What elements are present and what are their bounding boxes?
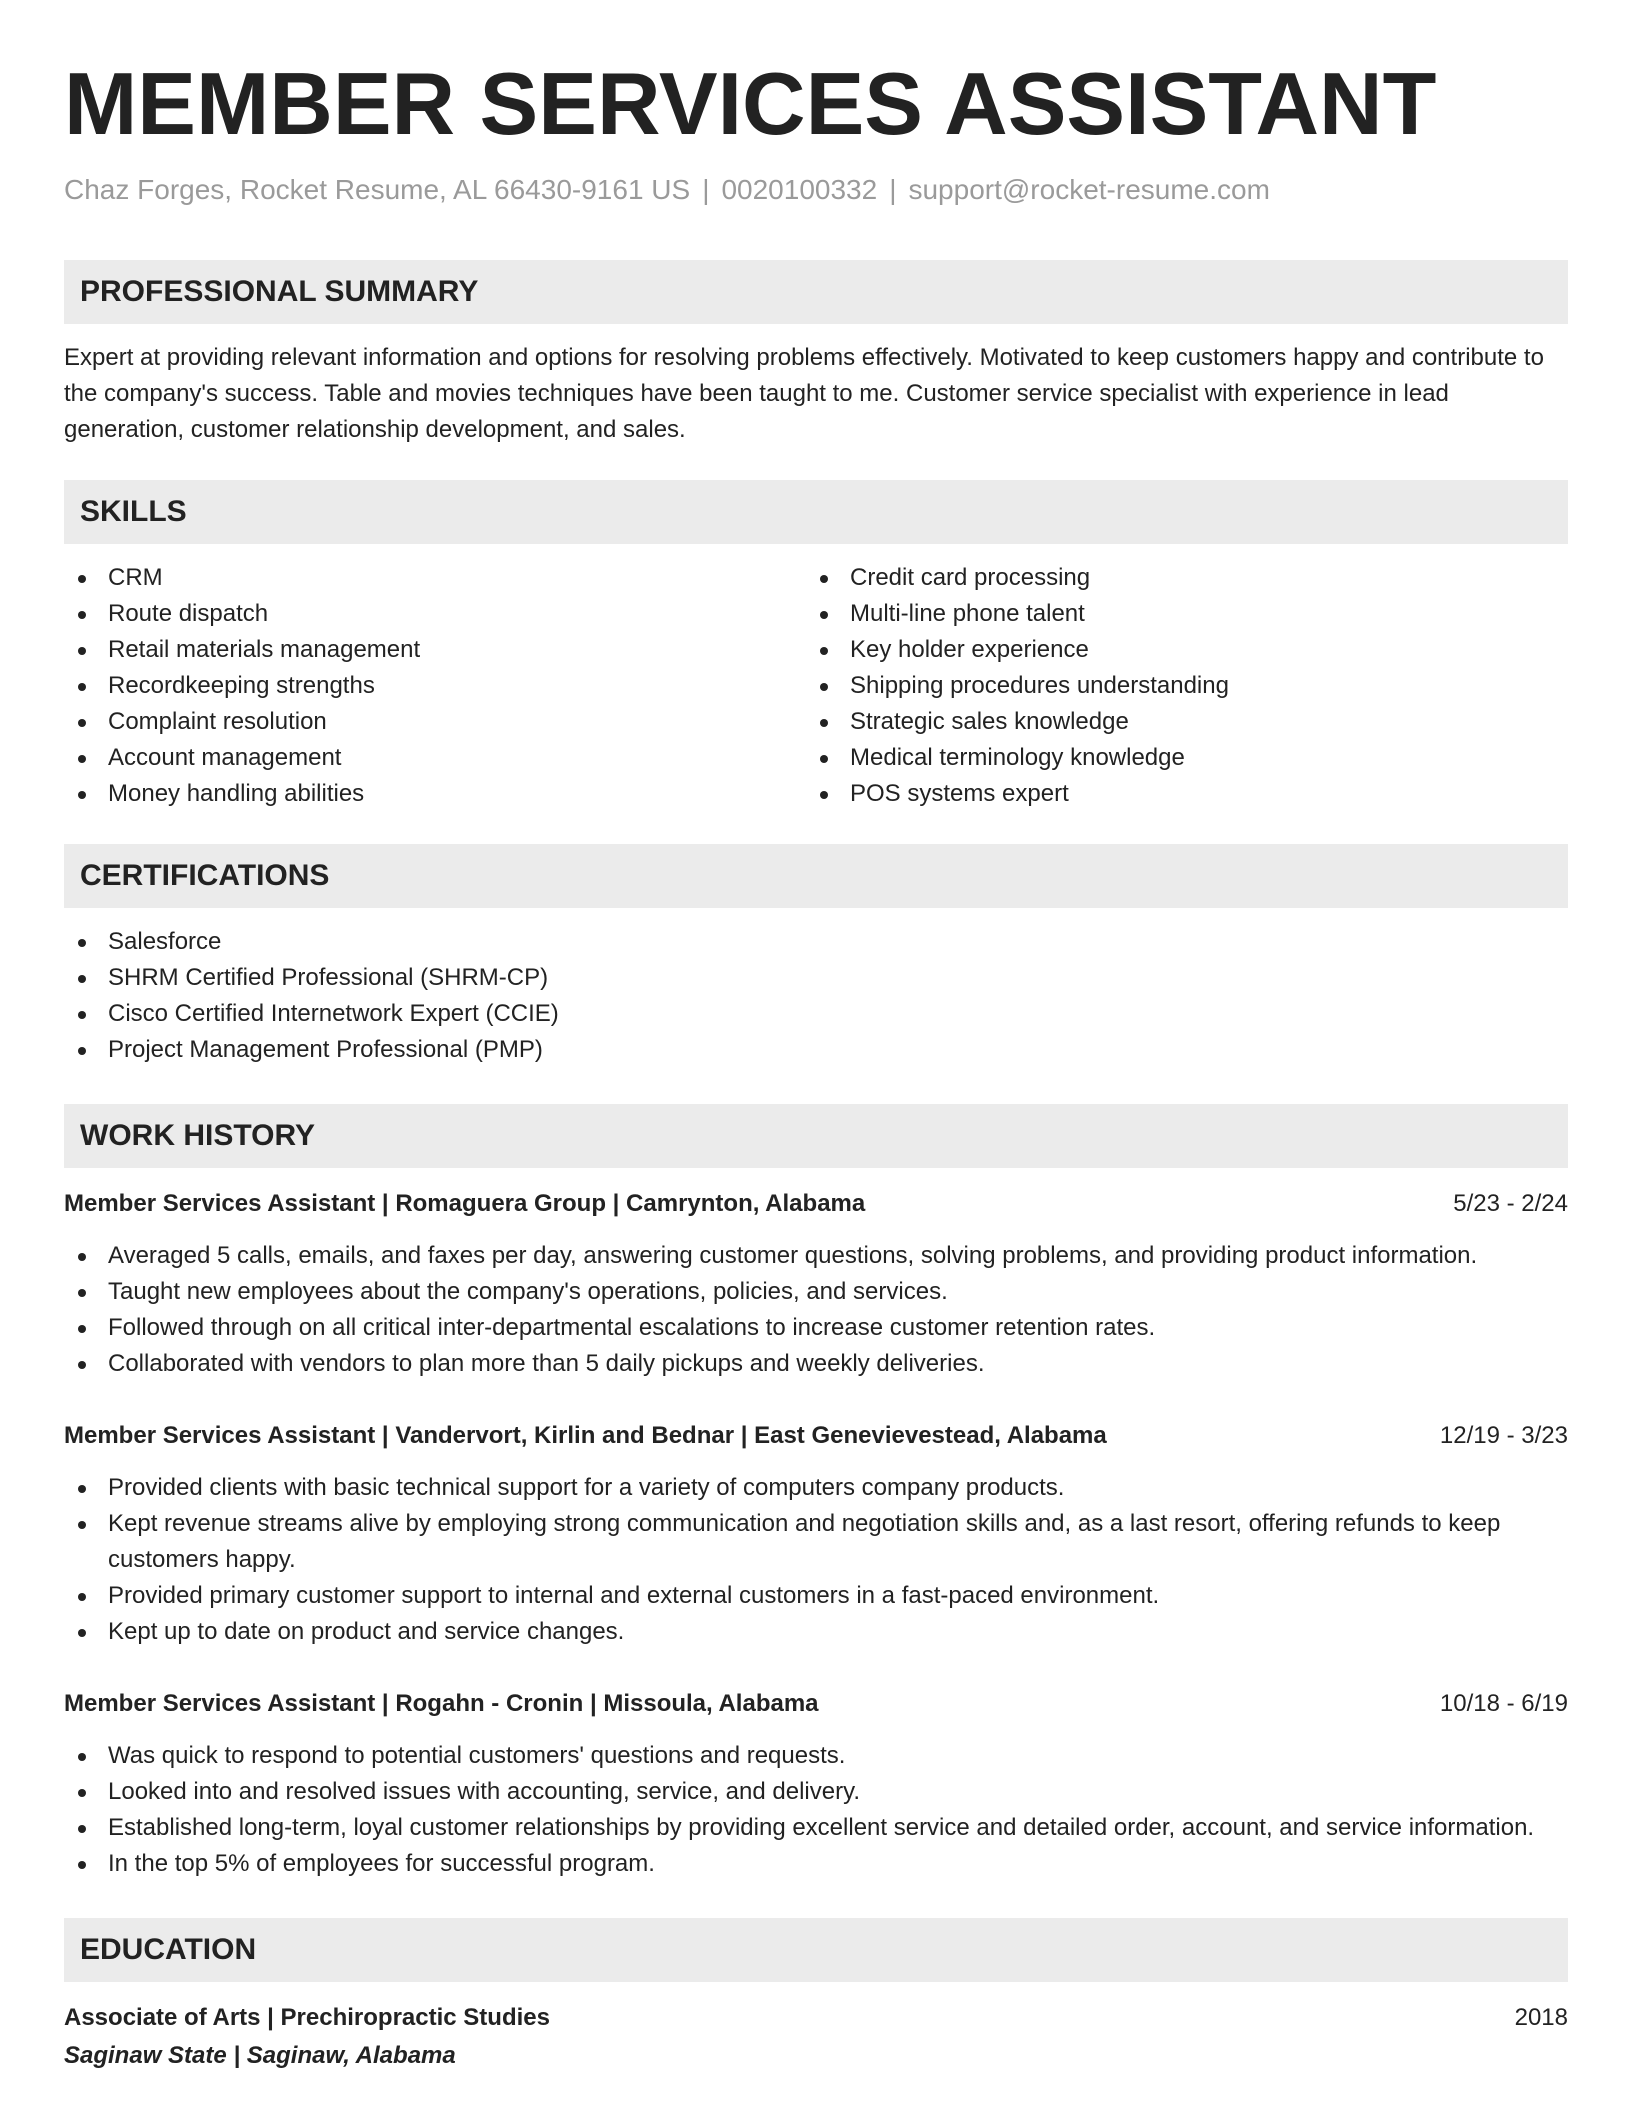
certification-item: SHRM Certified Professional (SHRM-CP) — [64, 960, 1568, 996]
job-bullet: Established long-term, loyal customer relationships by providing excellent service and detailed order, account, and service information. — [64, 1810, 1568, 1846]
job-dates: 5/23 - 2/24 — [1453, 1190, 1568, 1217]
job-bullets — [64, 1470, 1568, 1650]
certifications-heading: CERTIFICATIONS — [64, 844, 1568, 908]
skills-grid — [64, 560, 1568, 812]
skill-item: Credit card processing — [806, 560, 1568, 596]
skills-list-left — [64, 560, 806, 812]
skill-item: Shipping procedures understanding — [806, 668, 1568, 704]
job-bullet: Was quick to respond to potential customers' questions and requests. — [64, 1738, 1568, 1774]
job-bullet: Averaged 5 calls, emails, and faxes per day, answering customer questions, solving problems, and providing product information. — [64, 1238, 1568, 1274]
job-bullet: Provided clients with basic technical support for a variety of computers company products. — [64, 1470, 1568, 1506]
job-bullet: In the top 5% of employees for successful program. — [64, 1846, 1568, 1882]
job-dates: 10/18 - 6/19 — [1439, 1690, 1568, 1717]
skill-item: POS systems expert — [806, 776, 1568, 812]
skill-item: Strategic sales knowledge — [806, 704, 1568, 740]
contact-line — [64, 172, 1568, 208]
skill-item: Recordkeeping strengths — [64, 668, 806, 704]
skill-item: Complaint resolution — [64, 704, 806, 740]
contact-phone: 0020100332 — [721, 174, 878, 205]
contact-separator: | — [889, 174, 897, 205]
job-title: Member Services Assistant | Vandervort, Kirlin and Bednar | East Genevievestead, Alabama — [64, 1422, 1107, 1449]
skill-item: Route dispatch — [64, 596, 806, 632]
job-entry — [64, 1418, 1568, 1650]
job-bullet: Collaborated with vendors to plan more than 5 daily pickups and weekly deliveries. — [64, 1346, 1568, 1382]
job-header — [64, 1686, 1568, 1722]
skill-item: Retail materials management — [64, 632, 806, 668]
contact-separator: | — [702, 174, 710, 205]
job-bullet: Followed through on all critical inter-departmental escalations to increase customer retention rates. — [64, 1310, 1568, 1346]
job-dates: 12/19 - 3/23 — [1439, 1422, 1568, 1449]
certifications-list — [64, 924, 1568, 1068]
education-heading: EDUCATION — [64, 1918, 1568, 1982]
skills-heading: SKILLS — [64, 480, 1568, 544]
skill-item: Key holder experience — [806, 632, 1568, 668]
skill-item: Account management — [64, 740, 806, 776]
certification-item: Cisco Certified Internetwork Expert (CCIE) — [64, 996, 1568, 1032]
contact-address: Chaz Forges, Rocket Resume, AL 66430-9161 US — [64, 174, 691, 205]
certification-item: Project Management Professional (PMP) — [64, 1032, 1568, 1068]
job-bullet: Provided primary customer support to internal and external customers in a fast-paced environment. — [64, 1578, 1568, 1614]
skills-list-right — [806, 560, 1568, 812]
summary-text: Expert at providing relevant information and options for resolving problems effectively. Motivated to keep customers happy and contribute to the company's success. Table and movies techniques have been taught to me. Customer service specialist with experience in lead generation, customer relationship development, and sales. — [64, 344, 1544, 443]
work-history-heading: WORK HISTORY — [64, 1104, 1568, 1168]
job-title: Member Services Assistant | Rogahn - Cronin | Missoula, Alabama — [64, 1690, 819, 1717]
education-school: Saginaw State | Saginaw, Alabama — [64, 2042, 456, 2069]
summary-heading: PROFESSIONAL SUMMARY — [64, 260, 1568, 324]
job-bullet: Taught new employees about the company's operations, policies, and services. — [64, 1274, 1568, 1310]
job-bullet: Kept up to date on product and service changes. — [64, 1614, 1568, 1650]
resume-title: MEMBER SERVICES ASSISTANT — [64, 54, 1437, 153]
skill-item: Medical terminology knowledge — [806, 740, 1568, 776]
contact-email: support@rocket-resume.com — [908, 174, 1270, 205]
education-degree: Associate of Arts | Prechiropractic Studies — [64, 2004, 550, 2031]
job-bullet: Kept revenue streams alive by employing strong communication and negotiation skills and, as a last resort, offering refunds to keep customers happy. — [64, 1506, 1568, 1578]
skill-item: Money handling abilities — [64, 776, 806, 812]
job-title: Member Services Assistant | Romaguera Group | Camrynton, Alabama — [64, 1190, 866, 1217]
education-year: 2018 — [1514, 2004, 1568, 2031]
job-bullet: Looked into and resolved issues with accounting, service, and delivery. — [64, 1774, 1568, 1810]
job-entry — [64, 1186, 1568, 1382]
education-header — [64, 2000, 1568, 2036]
job-header — [64, 1418, 1568, 1454]
job-entry — [64, 1686, 1568, 1882]
certification-item: Salesforce — [64, 924, 1568, 960]
job-bullets — [64, 1738, 1568, 1882]
job-header — [64, 1186, 1568, 1222]
skill-item: Multi-line phone talent — [806, 596, 1568, 632]
skill-item: CRM — [64, 560, 806, 596]
job-bullets — [64, 1238, 1568, 1382]
